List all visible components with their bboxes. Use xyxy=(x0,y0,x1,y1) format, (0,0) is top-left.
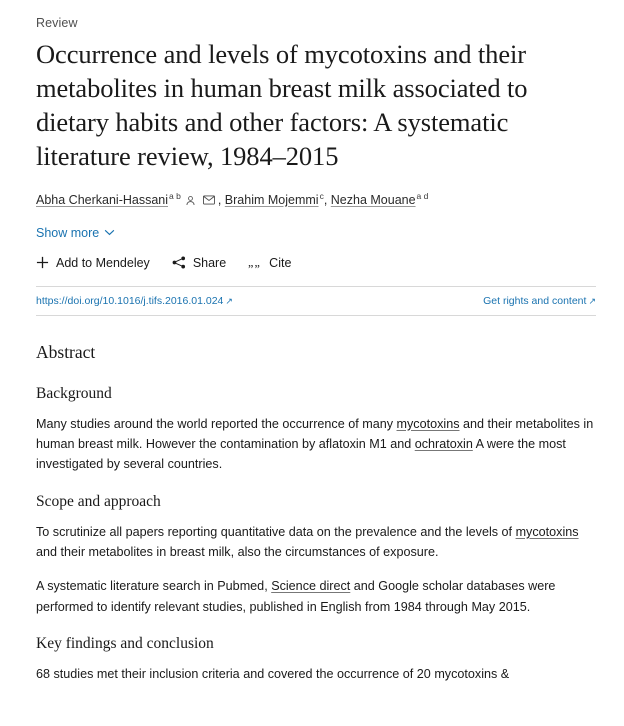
add-to-mendeley-label: Add to Mendeley xyxy=(56,255,150,270)
author-link-2[interactable]: Brahim Mojemmi xyxy=(224,192,319,207)
section-heading-scope: Scope and approach xyxy=(36,492,161,510)
author-list xyxy=(36,190,596,210)
svg-text:„: „ xyxy=(254,256,261,269)
page-title: Occurrence and levels of mycotoxins and their metabolites in human breast milk associated to dietary habits and other factors: A systematic literature review, 1984–2015 xyxy=(36,39,528,171)
doi-link[interactable] xyxy=(36,295,233,307)
doi-bar xyxy=(36,286,596,316)
abstract-heading: Abstract xyxy=(36,341,96,362)
author-affiliation-2: c xyxy=(319,190,324,201)
abstract-section-background xyxy=(36,385,596,475)
cite-label: Cite xyxy=(269,255,292,270)
external-link-icon: ↗ xyxy=(225,295,233,306)
keyword-ochratoxin[interactable]: ochratoxin xyxy=(414,436,473,451)
person-icon[interactable] xyxy=(185,195,196,206)
keyword-mycotoxins-2[interactable]: mycotoxins xyxy=(515,524,579,539)
email-icon[interactable] xyxy=(203,195,215,205)
plus-icon xyxy=(36,256,49,269)
section-heading-findings: Key findings and conclusion xyxy=(36,635,214,653)
doi-link-text: https://doi.org/10.1016/j.tifs.2016.01.024 xyxy=(36,294,224,307)
section-paragraph-scope-2: A systematic literature search in Pubmed, Science direct and Google scholar databases were performed to identify relevant studies, published in English from 1984 through May 2015. xyxy=(36,579,556,614)
author-affiliation-1: a b xyxy=(169,190,181,201)
add-to-mendeley-button[interactable] xyxy=(36,256,150,270)
share-icon xyxy=(172,256,186,269)
section-paragraph-scope-1: To scrutinize all papers reporting quantitative data on the prevalence and the levels of mycotoxins and their metabolites in breast milk, also the circumstances of exposure. xyxy=(36,524,579,560)
section-heading-background: Background xyxy=(36,384,112,402)
author-affiliation-3: a d xyxy=(416,190,429,201)
share-button[interactable] xyxy=(172,256,226,270)
chevron-down-icon xyxy=(104,229,115,236)
keyword-mycotoxins[interactable]: mycotoxins xyxy=(396,416,460,431)
external-link-icon-2: ↗ xyxy=(588,295,596,306)
author-separator-1: , xyxy=(217,192,225,207)
show-more-button[interactable] xyxy=(36,226,115,240)
section-paragraph-background: Many studies around the world reported the occurrence of many mycotoxins and their metabolites in human breast milk. However the contamination by aflatoxin M1 and ochratoxin A were the most investigated by several countries. xyxy=(36,416,594,472)
author-link-1[interactable]: Abha Cherkani-Hassani xyxy=(36,192,169,207)
author-link-3[interactable]: Nezha Mouane xyxy=(330,192,416,207)
author-separator-2: , xyxy=(323,192,331,207)
quote-icon xyxy=(248,257,262,269)
share-label: Share xyxy=(192,255,227,270)
abstract-section-scope xyxy=(36,493,596,618)
get-rights-label: Get rights and content xyxy=(483,294,587,307)
get-rights-link[interactable] xyxy=(483,295,596,307)
keyword-science-direct[interactable]: Science direct xyxy=(271,579,351,594)
section-paragraph-findings: 68 studies met their inclusion criteria and covered the occurrence of 20 mycotoxins & xyxy=(36,667,510,682)
abstract-section-findings xyxy=(36,635,596,684)
article-actions xyxy=(36,256,596,270)
cite-button[interactable] xyxy=(248,256,291,270)
svg-text:„: „ xyxy=(248,256,254,269)
document-type-label: Review xyxy=(36,16,78,30)
show-more-label: Show more xyxy=(36,225,100,240)
